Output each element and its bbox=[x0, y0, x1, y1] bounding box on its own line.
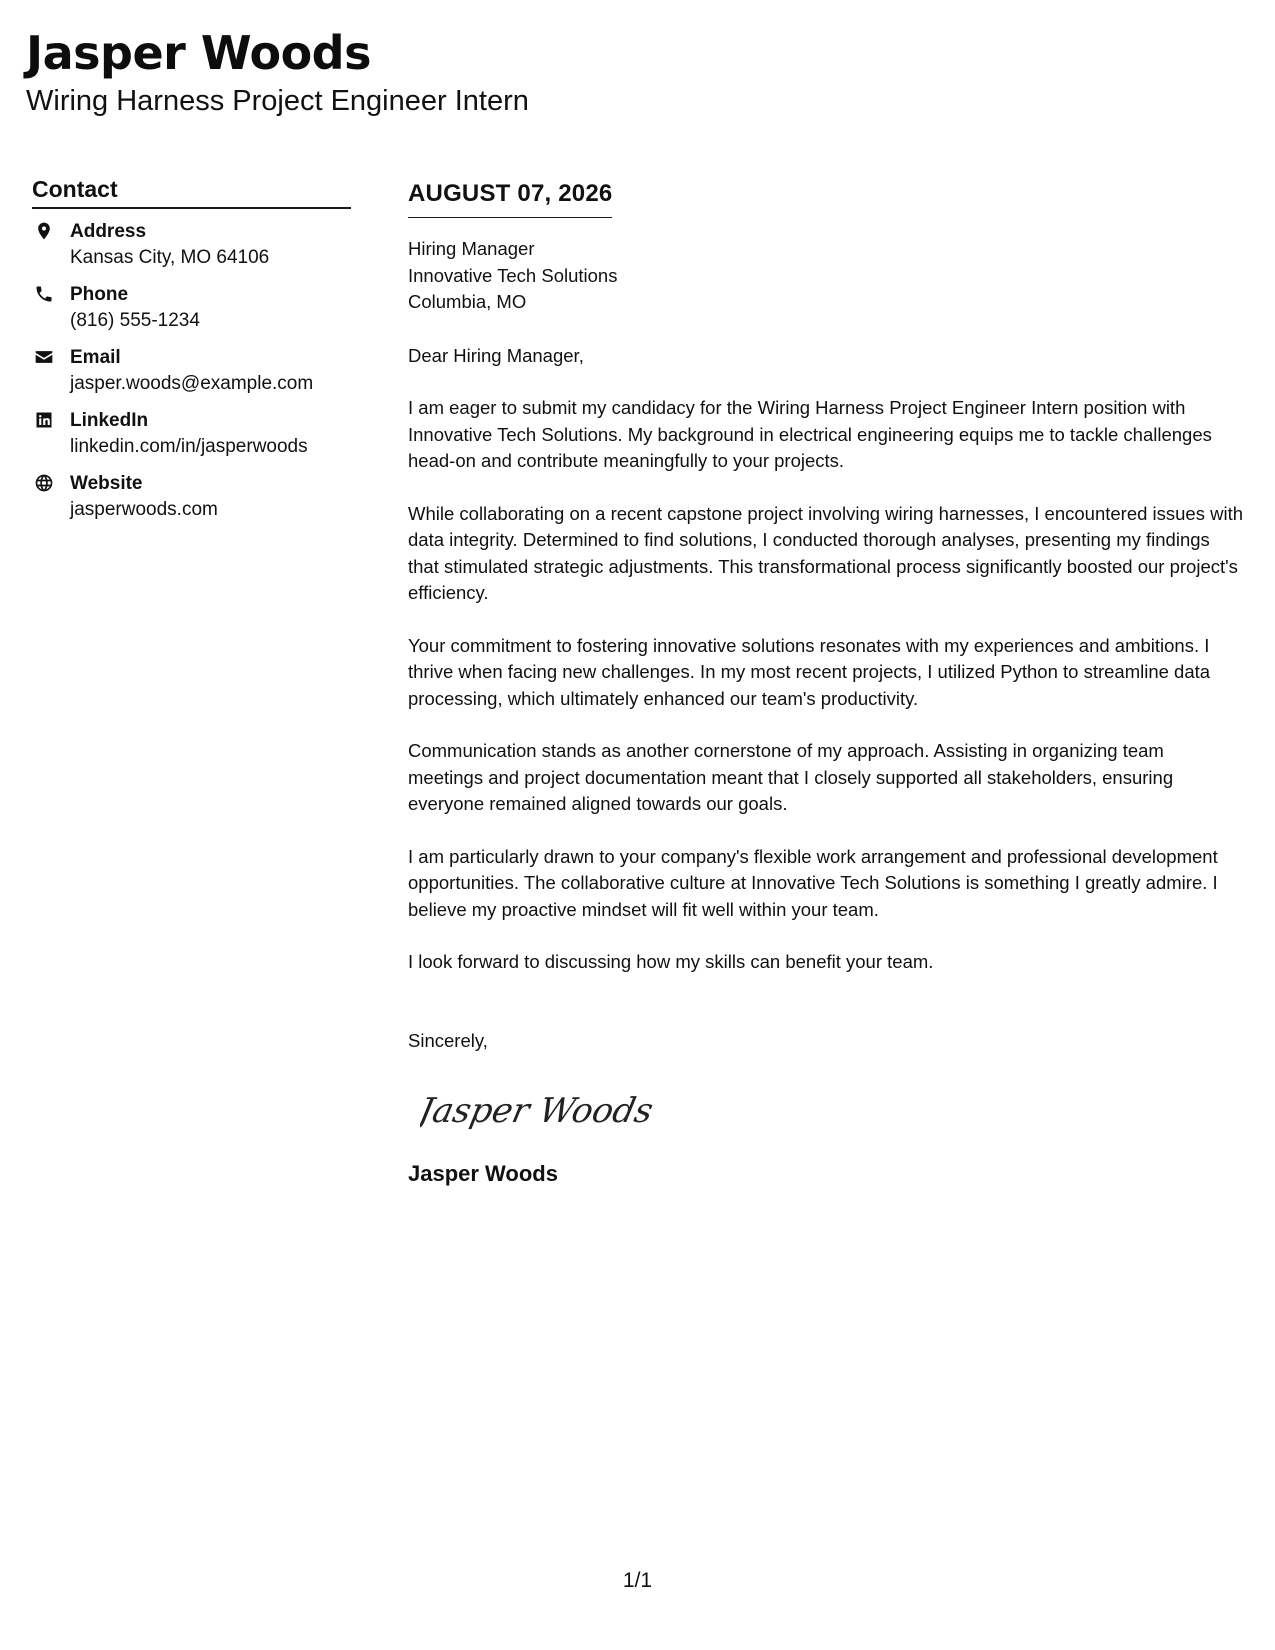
recipient-company: Innovative Tech Solutions bbox=[408, 264, 618, 286]
contact-label: LinkedIn bbox=[70, 410, 149, 431]
letter-paragraph: I am particularly drawn to your company's flexible work arrangement and professional development opportunities. The collaborative culture at Innovative Tech Solutions is something I greatly admire. I believe my proactive mindset will fit well within your team. bbox=[408, 845, 1218, 920]
recipient-location: Columbia, MO bbox=[408, 291, 527, 312]
contact-sidebar bbox=[32, 174, 351, 534]
map-pin-icon bbox=[32, 219, 56, 243]
contact-label: Email bbox=[70, 347, 121, 368]
linkedin-value[interactable]: linkedin.com/in/jasperwoods bbox=[70, 436, 308, 457]
page-number: 1/1 bbox=[622, 1569, 653, 1592]
email-value[interactable]: jasper.woods@example.com bbox=[70, 373, 314, 394]
contact-item-phone bbox=[32, 282, 351, 334]
closing-block bbox=[408, 1028, 1243, 1190]
letter-paragraph: I look forward to discussing how my skills can benefit your team. bbox=[408, 951, 934, 972]
signer-name: Jasper Woods bbox=[408, 1161, 558, 1186]
letter-body bbox=[408, 177, 1243, 1189]
handwritten-signature bbox=[420, 1080, 680, 1140]
contact-item-website bbox=[32, 471, 351, 523]
page-header bbox=[26, 22, 529, 118]
closing: Sincerely, bbox=[408, 1029, 488, 1051]
letter-paragraph: While collaborating on a recent capstone project involving wiring harnesses, I encountered issues with data integrity. Determined to find solutions, I conducted thorough analyses, presenting my findings that stimulated strategic adjustments. This transformational process significantly boosted our project's efficiency. bbox=[408, 502, 1244, 603]
contact-heading: Contact bbox=[32, 174, 351, 209]
linkedin-icon bbox=[32, 408, 56, 432]
contact-item-linkedin bbox=[32, 408, 351, 460]
envelope-icon bbox=[32, 345, 56, 369]
phone-value[interactable]: (816) 555-1234 bbox=[70, 310, 200, 331]
contact-label: Address bbox=[70, 221, 147, 242]
signature-text: Jasper Woods bbox=[420, 1091, 657, 1131]
contact-item-email bbox=[32, 345, 351, 397]
globe-icon bbox=[32, 471, 56, 495]
contact-label: Phone bbox=[70, 284, 129, 305]
letter-paragraph: Your commitment to fostering innovative solutions resonates with my experiences and ambitions. I thrive when facing new challenges. In my most recent projects, I utilized Python to streamline data processing, which ultimately enhanced our team's productivity. bbox=[408, 634, 1211, 709]
salutation: Dear Hiring Manager, bbox=[408, 344, 584, 366]
phone-icon bbox=[32, 282, 56, 306]
applicant-role: Wiring Harness Project Engineer Intern bbox=[26, 85, 529, 117]
contact-item-address bbox=[32, 219, 351, 271]
letter-paragraph: Communication stands as another cornerstone of my approach. Assisting in organizing team meetings and project documentation meant that I closely supported all stakeholders, ensuring everyone remained aligned towards our goals. bbox=[408, 740, 1174, 814]
letter-paragraph: I am eager to submit my candidacy for the Wiring Harness Project Engineer Intern position with Innovative Tech Solutions. My background in electrical engineering equips me to tackle challenges head-on and contribute meaningfully to your projects. bbox=[408, 397, 1212, 471]
recipient-block bbox=[408, 236, 1243, 316]
applicant-name: Jasper Woods bbox=[26, 26, 371, 80]
contact-label: Website bbox=[70, 473, 143, 494]
recipient-title: Hiring Manager bbox=[408, 238, 535, 259]
letter-date: AUGUST 07, 2026 bbox=[408, 177, 612, 218]
address-value: Kansas City, MO 64106 bbox=[70, 247, 270, 268]
website-value[interactable]: jasperwoods.com bbox=[70, 499, 218, 520]
